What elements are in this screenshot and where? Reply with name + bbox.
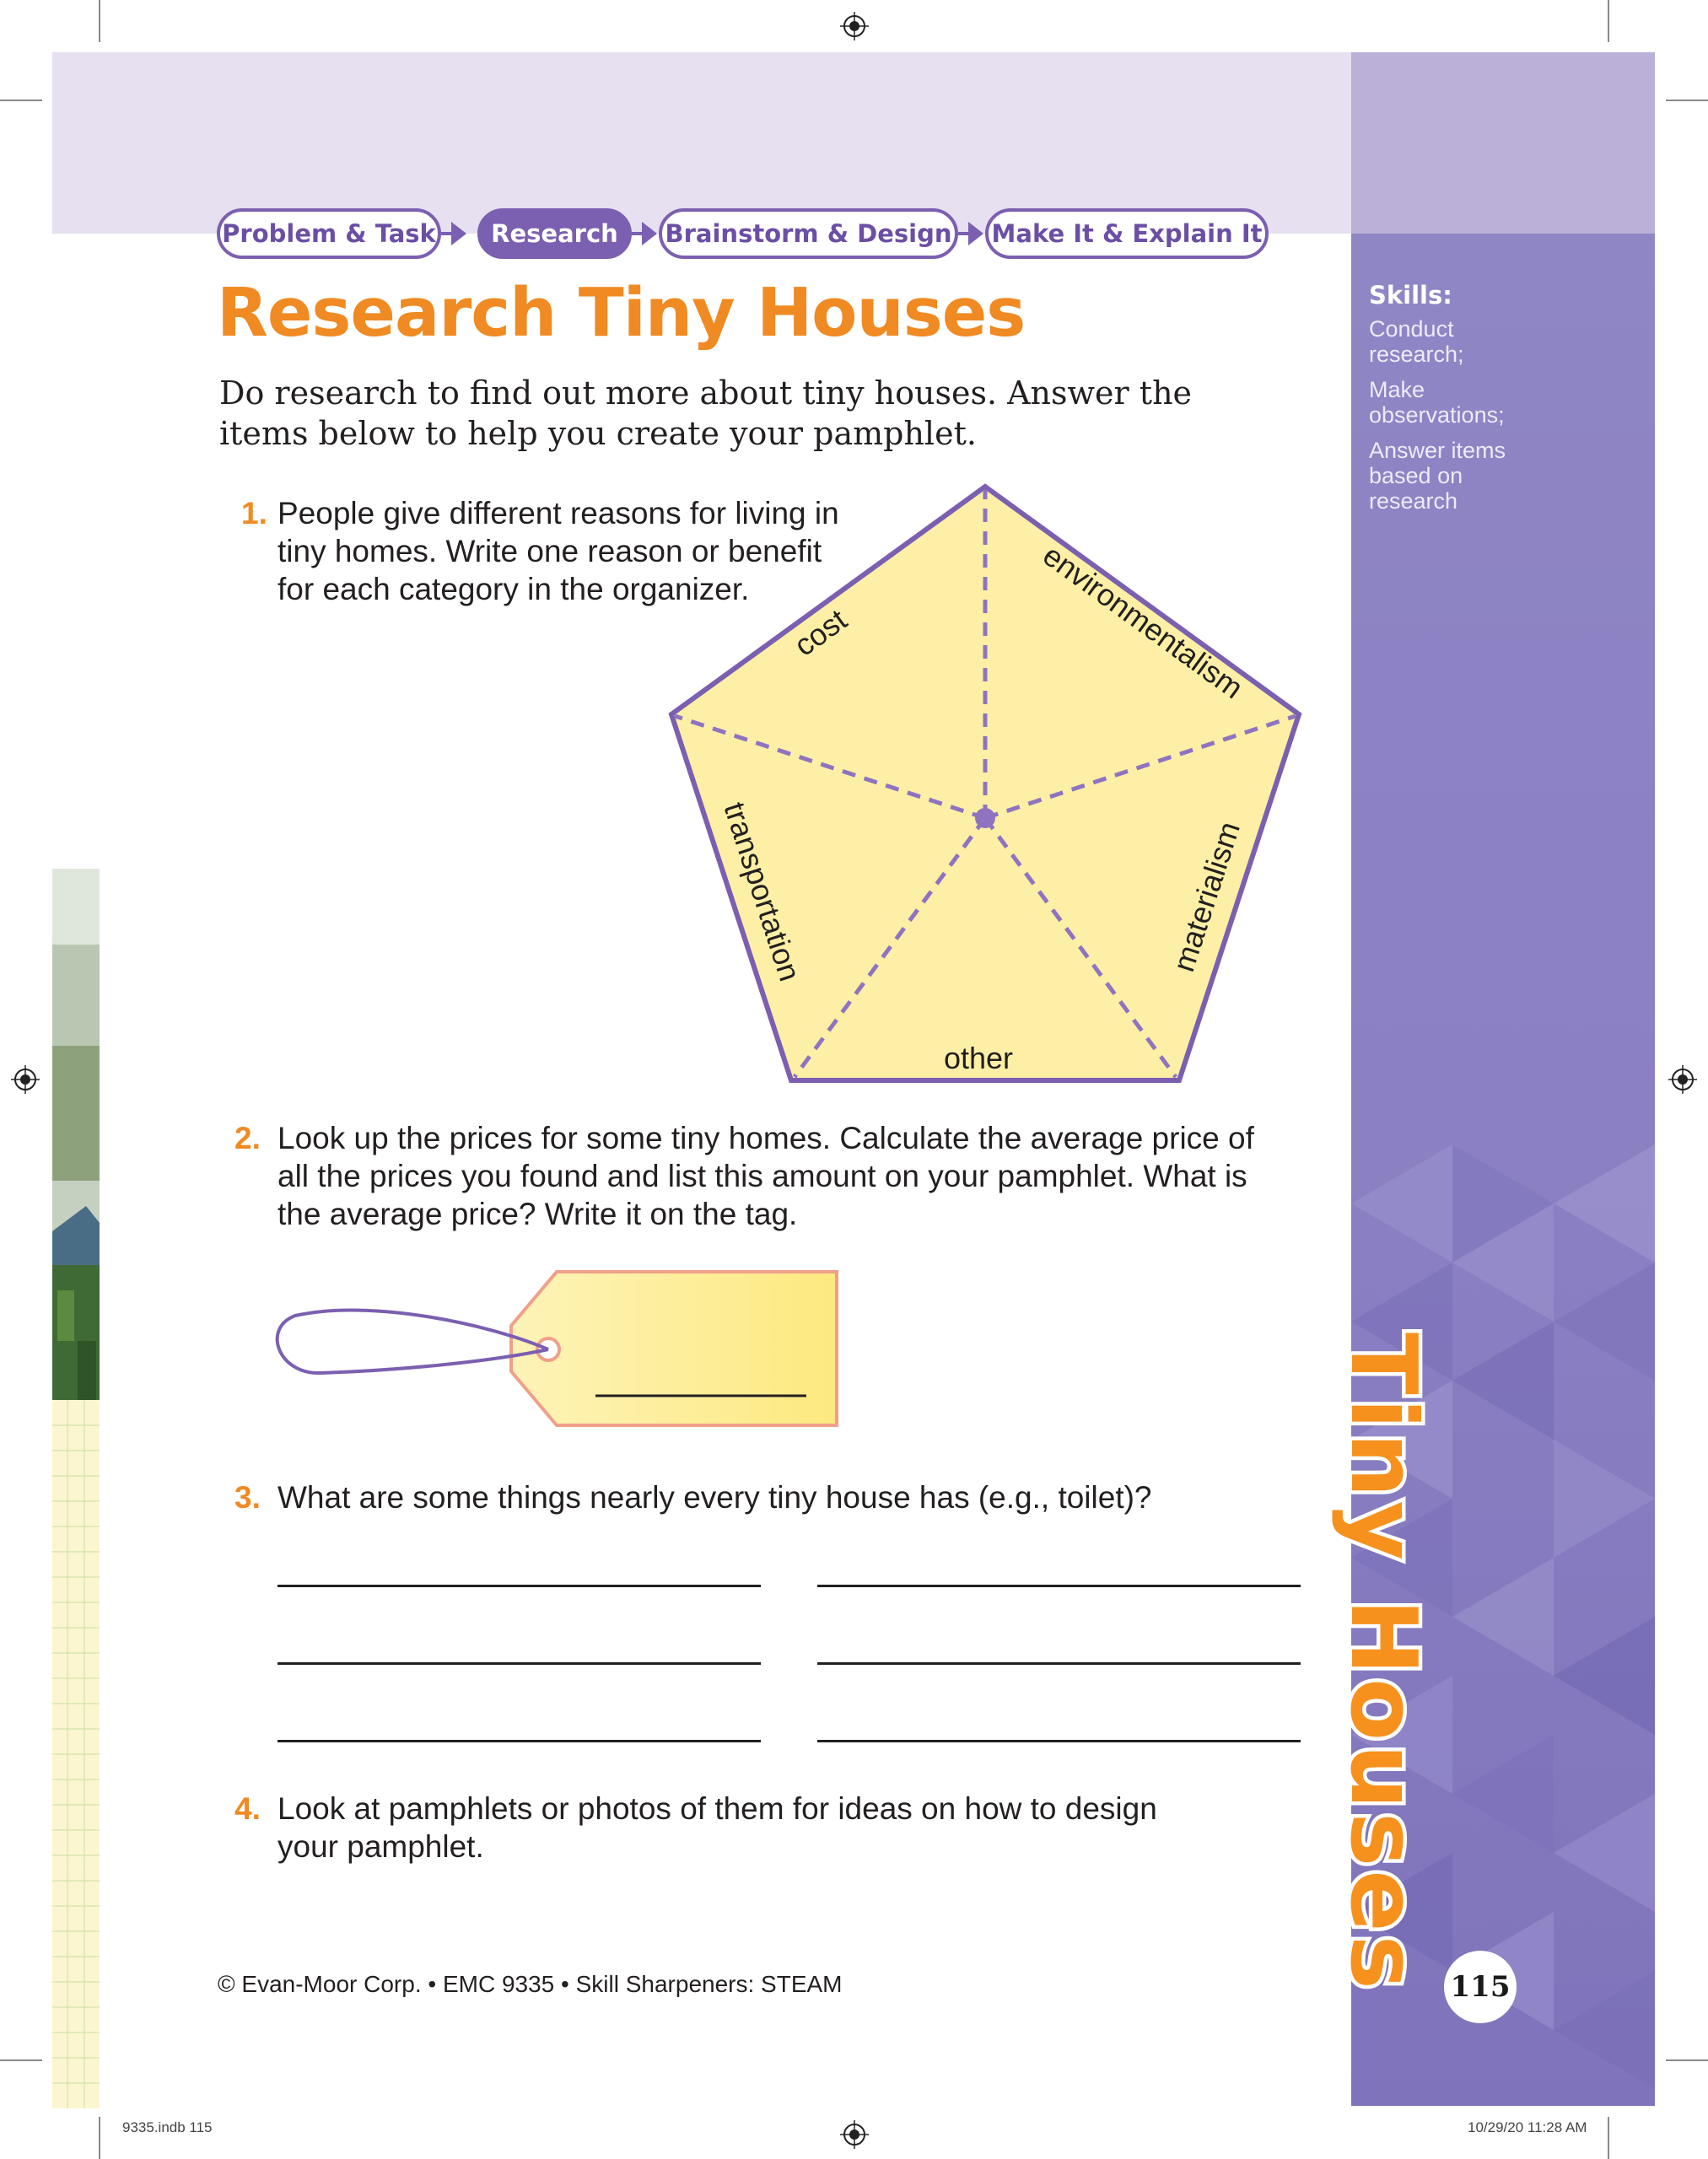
skill-item: Make observations;	[1369, 377, 1505, 428]
arrow-right-icon	[441, 218, 466, 249]
registration-mark-icon	[840, 2120, 869, 2149]
answer-line[interactable]	[817, 1662, 1301, 1665]
footer-credit: © Evan-Moor Corp. • EMC 9335 • Skill Sharpeners: STEAM	[218, 1971, 843, 1997]
answer-line[interactable]	[277, 1662, 761, 1665]
slug-file: 9335.indb 115	[122, 2119, 213, 2135]
question-1-text: People give different reasons for living in tiny homes. Write one reason or benefit for each category in the organizer.	[277, 496, 839, 606]
intro-text: Do research to find out more about tiny houses. Answer the items below to help you create your pamphlet.	[219, 374, 1193, 452]
slug-date: 10/29/20 11:28 AM	[1468, 2119, 1587, 2135]
category-materialism: materialism	[1166, 817, 1247, 976]
crop-mark	[1666, 2059, 1708, 2061]
crop-mark	[99, 2117, 100, 2159]
arrow-right-icon	[632, 218, 657, 249]
crop-mark	[0, 100, 42, 101]
skill-item: Conduct research;	[1369, 316, 1464, 367]
sidebar-top	[1351, 52, 1655, 234]
registration-mark-icon	[840, 12, 869, 40]
question-number: 1.	[241, 496, 267, 530]
skills-heading: Skills:	[1369, 281, 1452, 310]
tab-make-explain[interactable]: Make It & Explain It	[985, 208, 1269, 259]
answer-line[interactable]	[277, 1585, 761, 1587]
header-band	[52, 52, 1351, 234]
question-4-text: Look at pamphlets or photos of them for ideas on how to design your pamphlet.	[277, 1791, 1157, 1864]
crop-mark	[0, 2059, 42, 2061]
price-tag[interactable]	[270, 1265, 843, 1434]
side-title-text: Tiny Houses	[1330, 1333, 1436, 1993]
tab-research[interactable]: Research	[477, 208, 632, 259]
registration-mark-icon	[11, 1065, 40, 1094]
step-tabs	[217, 208, 1271, 259]
page-title: Research Tiny Houses	[217, 274, 1026, 352]
crop-mark	[1608, 0, 1609, 42]
skills-panel	[1369, 281, 1622, 524]
answer-line[interactable]	[277, 1740, 761, 1742]
photo-strip-art	[52, 869, 100, 2108]
pentagon-organizer	[658, 476, 1316, 1092]
side-photo-strip	[52, 869, 100, 2108]
question-number: 3.	[234, 1480, 261, 1515]
category-transportation: transportation	[717, 798, 808, 986]
arrow-right-icon	[958, 218, 983, 249]
category-environmentalism: environmentalism	[1037, 537, 1250, 706]
question-number: 2.	[234, 1121, 261, 1155]
skill-item: Answer items based on research	[1369, 438, 1506, 514]
question-number: 4.	[234, 1791, 261, 1826]
tab-problem-task[interactable]: Problem & Task	[217, 208, 441, 259]
category-cost: cost	[787, 601, 854, 663]
crop-mark	[1666, 100, 1708, 101]
category-other: other	[943, 1041, 1014, 1075]
question-2-text: Look up the prices for some tiny homes. Calculate the average price of all the prices you found and list this amount on your pamphlet. What is the average price? Write it on the tag.	[277, 1121, 1254, 1231]
answer-line[interactable]	[817, 1740, 1301, 1742]
tab-brainstorm-design[interactable]: Brainstorm & Design	[659, 208, 958, 259]
crop-mark	[99, 0, 100, 42]
answer-line[interactable]	[817, 1585, 1301, 1587]
page-number: 115	[1444, 1951, 1517, 2023]
registration-mark-icon	[1668, 1065, 1697, 1094]
crop-mark	[1608, 2117, 1609, 2159]
question-3-text: What are some things nearly every tiny house has (e.g., toilet)?	[277, 1480, 1152, 1515]
